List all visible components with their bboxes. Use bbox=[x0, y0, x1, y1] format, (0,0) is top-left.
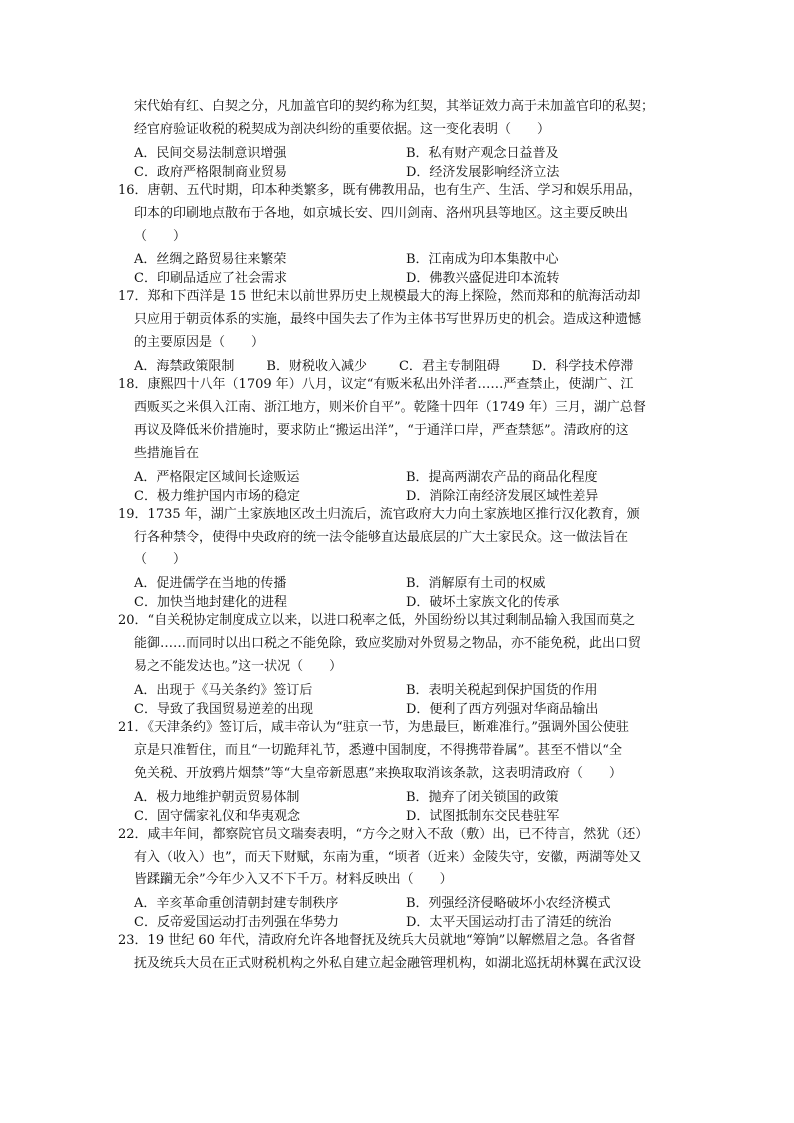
question-text: 再议及降低米价措施时，要求防止“搬运出洋”，“于通洋口岸，严查禁惩”。清政府的这 bbox=[134, 422, 629, 438]
question-text: （ ） bbox=[134, 228, 187, 244]
question-text: （ ） bbox=[134, 552, 187, 568]
option-c: C．加快当地封建化的进程 bbox=[134, 595, 287, 611]
exam-page bbox=[118, 96, 678, 976]
question-text: 免关税、开放鸦片烟禁”等“大皇帝新恩惠”来换取取消该条款，这表明清政府（ ） bbox=[134, 765, 622, 781]
options-row bbox=[118, 466, 678, 485]
question-text: 印本的印刷地点散布于各地，如京城长安、四川剑南、洛州巩县等地区。这主要反映出 bbox=[134, 205, 629, 221]
options-row bbox=[118, 142, 678, 161]
option-c: C．反帝爱国运动打击列强在华势力 bbox=[134, 915, 339, 931]
option-c: C．君主专制阻碍 bbox=[398, 359, 500, 375]
question-text: 易之不能发达也。”这一状况（ ） bbox=[134, 659, 343, 675]
option-c: C．固守儒家礼仪和华夷观念 bbox=[134, 808, 300, 824]
question-text: 20．“自关税协定制度成立以来，以进口税率之低，外国纷纷以其过剩制品输入我国而莫之 bbox=[118, 613, 636, 629]
options-row bbox=[118, 679, 678, 698]
question-text: 能御……而同时以出口税之不能免除，致应奖励对外贸易之物品，亦不能免税，此出口贸 bbox=[134, 636, 642, 652]
question-text: 只应用于朝贡体系的实施，最终中国失去了作为主体书写世界历史的机会。造成这种遗憾 bbox=[134, 312, 642, 328]
options-row bbox=[118, 572, 678, 591]
options-row bbox=[118, 355, 678, 374]
question-17 bbox=[118, 286, 678, 374]
option-b: B．列强经济侵略破坏小农经济模式 bbox=[406, 896, 611, 912]
option-b: B．提高两湖农产品的商品化程度 bbox=[406, 469, 598, 485]
option-b: B．江南成为印本集散中心 bbox=[406, 252, 559, 268]
option-d: D．太平天国运动打击了清廷的统治 bbox=[406, 915, 612, 931]
options-row bbox=[118, 485, 678, 504]
question-text: 京是只准暂住，而且“一切跪拜礼节，悉遵中国制度，不得携带眷属”。甚至不惜以“全 bbox=[134, 742, 622, 758]
option-b: B．消解原有土司的权威 bbox=[406, 576, 546, 592]
question-text: 抚及统兵大员在正式财税机构之外私自建立起金融管理机构，如湖北巡抚胡林翼在武汉设 bbox=[134, 956, 642, 972]
question-text: 的主要原因是（ ） bbox=[134, 335, 265, 351]
question-text: 行各种禁令，使得中央政府的统一法令能够直达最底层的广大土家民众。这一做法旨在 bbox=[134, 529, 629, 545]
option-d: D．试图抵制东交民巷驻军 bbox=[406, 808, 560, 824]
options-row bbox=[118, 786, 678, 805]
question-21 bbox=[118, 717, 678, 824]
options-row bbox=[118, 911, 678, 930]
option-b: B．表明关税起到保护国货的作用 bbox=[406, 683, 598, 699]
question-text: 有入（收入）也”，而天下财赋，东南为重，“顷者（近来）金陵失守，安徽，两湖等处又 bbox=[134, 849, 642, 865]
question-16 bbox=[118, 180, 678, 287]
options-row bbox=[118, 161, 678, 180]
options-row bbox=[118, 591, 678, 610]
question-text: 23．19 世纪 60 年代，清政府允许各地督抚及统兵大员就地“筹饷”以解燃眉之急。各省督 bbox=[118, 933, 636, 949]
option-a: A．丝绸之路贸易往来繁荣 bbox=[134, 252, 287, 268]
question-text: 17．郑和下西洋是 15 世纪末以前世界历史上规模最大的海上探险，然而郑和的航海活动却 bbox=[118, 289, 641, 305]
options-row bbox=[118, 698, 678, 717]
options-row bbox=[118, 892, 678, 911]
question-text: 16．唐朝、五代时期，印本种类繁多，既有佛教用品，也有生产、生活、学习和娱乐用品， bbox=[118, 182, 642, 198]
question-text: 皆蹂躏无余”今年少入又不下千万。材料反映出（ ） bbox=[134, 872, 453, 888]
option-c: C．导致了我国贸易逆差的出现 bbox=[134, 702, 313, 718]
question-text: 经官府验证收税的税契成为剖决纠纷的重要依据。这一变化表明（ ） bbox=[134, 121, 551, 137]
option-a: A．海禁政策限制 bbox=[134, 359, 235, 375]
question-22 bbox=[118, 824, 678, 931]
option-d: D．破坏土家族文化的传承 bbox=[406, 595, 560, 611]
question-text: 22．咸丰年间，都察院官员文瑞奏表明，“方今之财入不敌（敷）出，已不待言，然犹（还） bbox=[118, 826, 649, 842]
option-a: A．民间交易法制意识增强 bbox=[134, 145, 287, 161]
option-c: C．极力维护国内市场的稳定 bbox=[134, 488, 300, 504]
option-a: A．促进儒学在当地的传播 bbox=[134, 576, 287, 592]
option-d: D．消除江南经济发展区域性差异 bbox=[406, 488, 599, 504]
option-c: C．印刷品适应了社会需求 bbox=[134, 271, 287, 287]
option-a: A．严格限定区域间长途贩运 bbox=[134, 469, 300, 485]
question-23 bbox=[118, 930, 678, 976]
question-18 bbox=[118, 374, 678, 504]
question-19 bbox=[118, 504, 678, 611]
question-text: 21．《天津条约》签订后，咸丰帝认为“驻京一节，为患最巨，断难准行。”强调外国公使驻 bbox=[118, 720, 629, 736]
question-15 bbox=[118, 96, 678, 180]
option-a: A．极力地维护朝贡贸易体制 bbox=[134, 789, 300, 805]
option-d: D．便利了西方列强对华商品输出 bbox=[406, 702, 599, 718]
options-row bbox=[118, 805, 678, 824]
options-row bbox=[118, 267, 678, 286]
option-a: A．出现于《马关条约》签订后 bbox=[134, 683, 313, 699]
question-text: 18．康熙四十八年（1709 年）八月，议定“有贩米私出外洋者……严查禁止，使湖广、江 bbox=[118, 377, 634, 393]
question-text: 宋代始有红、白契之分，凡加盖官印的契约称为红契，其举证效力高于未加盖官印的私契； bbox=[134, 99, 655, 114]
option-d: D．经济发展影响经济立法 bbox=[406, 164, 560, 180]
option-b: B．私有财产观念日益普及 bbox=[406, 145, 559, 161]
option-c: C．政府严格限制商业贸易 bbox=[134, 164, 287, 180]
options-row bbox=[118, 248, 678, 267]
option-d: D．佛教兴盛促进印本流转 bbox=[406, 271, 560, 287]
option-b: B．抛弃了闭关锁国的政策 bbox=[406, 789, 559, 805]
question-text: 些措施旨在 bbox=[134, 445, 200, 461]
option-b: B．财税收入减少 bbox=[266, 359, 367, 375]
question-text: 西贩买之米俱入江南、浙江地方，则米价自平”。乾隆十四年（1749 年）三月，湖广总督 bbox=[134, 400, 646, 416]
option-d: D．科学技术停滞 bbox=[531, 359, 634, 375]
question-text: 19．1735 年，湖广土家族地区改土归流后，流官政府大力向土家族地区推行汉化教育，颁 bbox=[118, 506, 640, 522]
option-a: A．辛亥革命重创清朝封建专制秩序 bbox=[134, 896, 339, 912]
question-20 bbox=[118, 610, 678, 717]
